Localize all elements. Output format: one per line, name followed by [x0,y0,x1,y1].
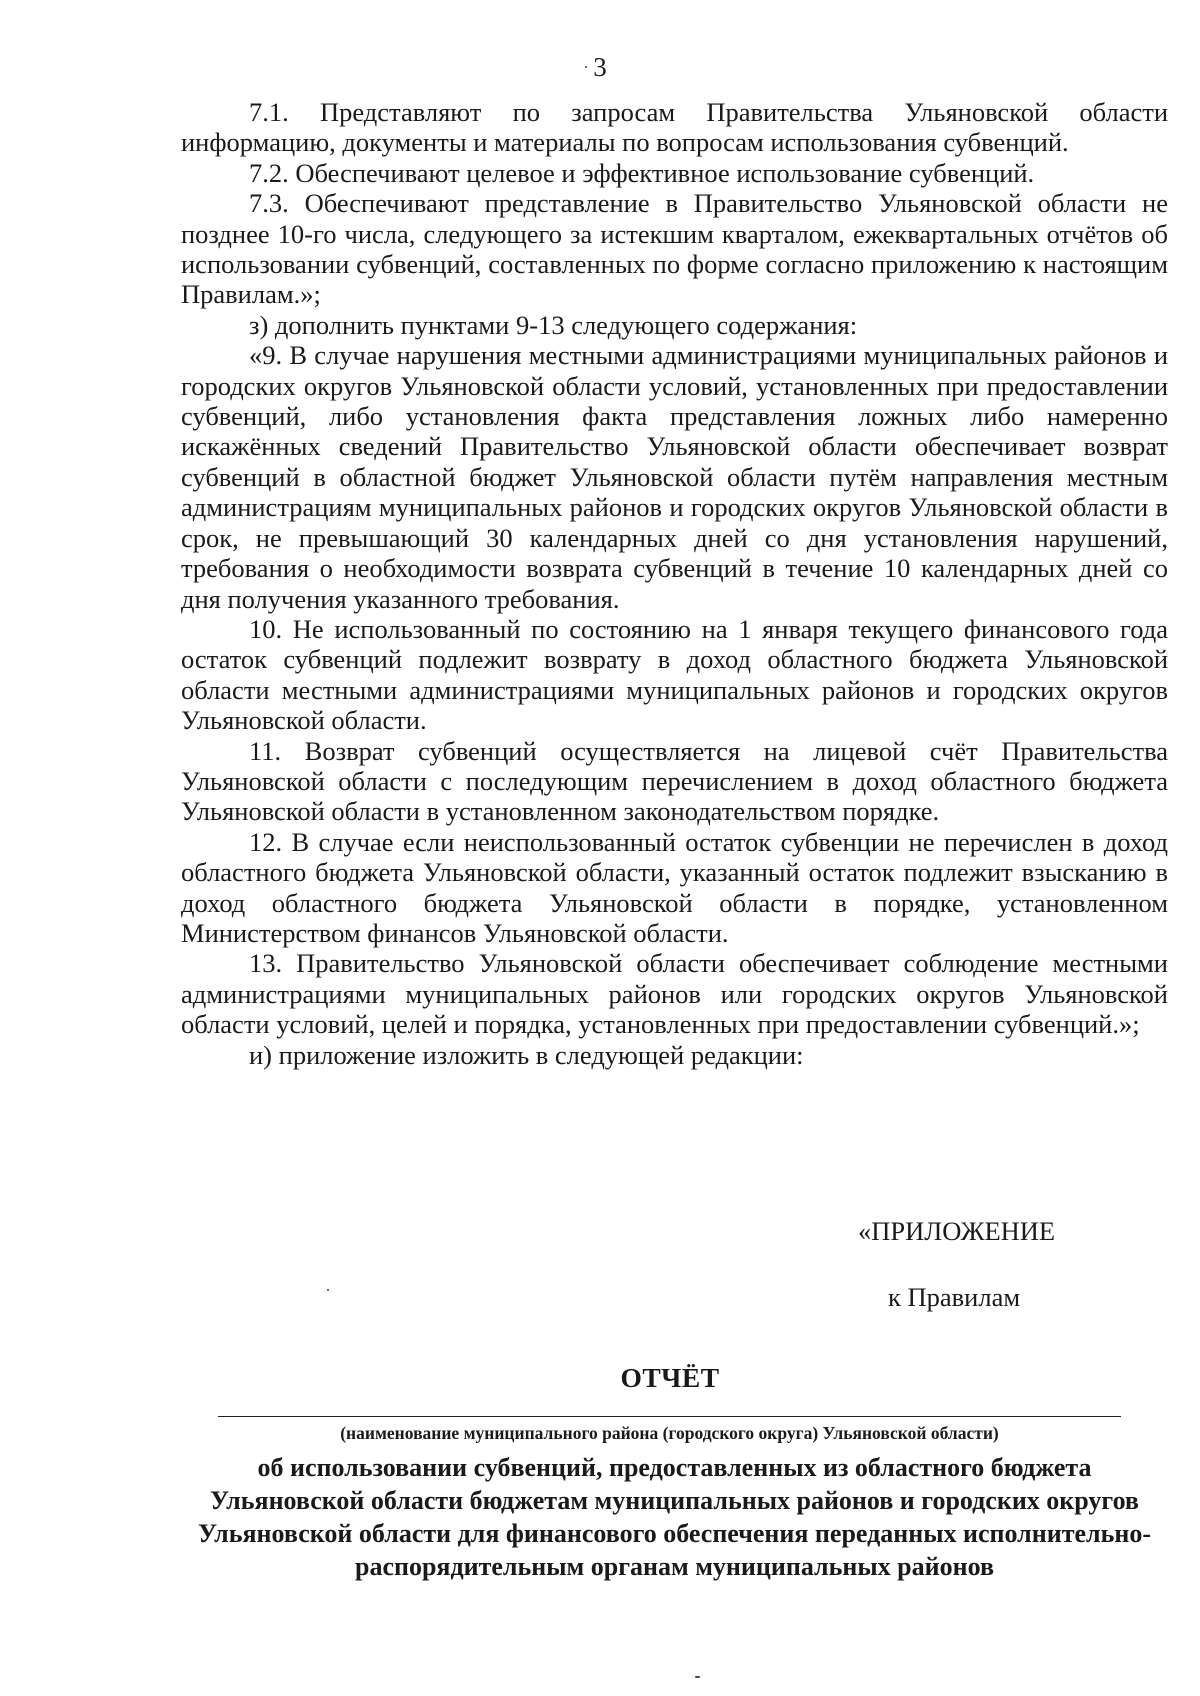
scan-speck [327,1289,329,1291]
blank-line-caption: (наименование муниципального района (городского округа) Ульяновской области) [340,1423,999,1443]
paragraph-7-1: 7.1. Представляют по запросам Правительства Ульяновской области информацию, документы и материалы по вопросам использования субвенций. [181,97,1168,158]
report-subject: об использовании субвенций, предоставленных из областного бюджета Ульяновской области бюджетам муниципальных районов и городских округов Ульяновской области для финансового обеспечения переданных исполнительно-распорядительным органам муниципальных районов [197,1453,1152,1581]
paragraph-10: 10. Не использованный по состоянию на 1 января текущего финансового года остаток субвенций подлежит возврату в доход областного бюджета Ульяновской области местными администрациями муниципальных районов и городских округов Ульяновской области. [181,613,1168,736]
paragraph-7-3: 7.3. Обеспечивают представление в Правительство Ульяновской области не позднее 10-го числа, следующего за истекшим кварталом, ежеквартальных отчётов об использовании субвенций, составленных по форме согласно приложению к настоящим Правилам.»; [181,188,1168,310]
paragraph-9: «9. В случае нарушения местными администрациями муниципальных районов и городских округов Ульяновской области условий, установленных при предоставлении субвенций, либо установления факта представления ложных либо намеренно искажённых сведений Правительство Ульяновской области обеспечивает возврат субвенций в областной бюджет Ульяновской области путём направления местным администрациям муниципальных районов и городских округов Ульяновской области в срок, не превышающий 30 календарных дней со дня установления нарушений, требования о необходимости возврата субвенций в течение 10 календарных дней со дня получения указанного требования. [181,340,1168,614]
paragraph-13: 13. Правительство Ульяновской области обеспечивает соблюдение местными администрациями муниципальных районов или городских округов Ульяновской области условий, целей и порядка, установленных при предоставлении субвенций.»; [181,948,1168,1040]
appendix-title: «ПРИЛОЖЕНИЕ [858,1216,1056,1246]
page-number: 3 [593,52,607,82]
scan-speck [585,66,587,68]
paragraph-amendment-z: з) дополнить пунктами 9-13 следующего содержания: [249,309,858,340]
report-title: ОТЧЁТ [620,1362,720,1393]
paragraph-12: 12. В случае если неиспользованный остаток субвенции не перечислен в доход областного бюджета Ульяновской области, указанный остаток подлежит взысканию в доход областного бюджета Ульяновской области в порядке, установленном Министерством финансов Ульяновской области. [181,826,1168,948]
paragraph-amendment-i: и) приложение изложить в следующей редакции: [249,1039,804,1070]
paragraph-7-2: 7.2. Обеспечивают целевое и эффективное использование субвенций. [249,157,1035,188]
paragraph-11: 11. Возврат субвенций осуществляется на лицевой счёт Правительства Ульяновской области с последующим перечислением в доход областного бюджета Ульяновской области в установленном законодательством порядке. [181,735,1168,827]
appendix-subtitle: к Правилам [888,1282,1021,1312]
body-text [181,97,1168,1070]
blank-line-rule [218,1416,1121,1417]
scan-speck [695,1676,700,1678]
